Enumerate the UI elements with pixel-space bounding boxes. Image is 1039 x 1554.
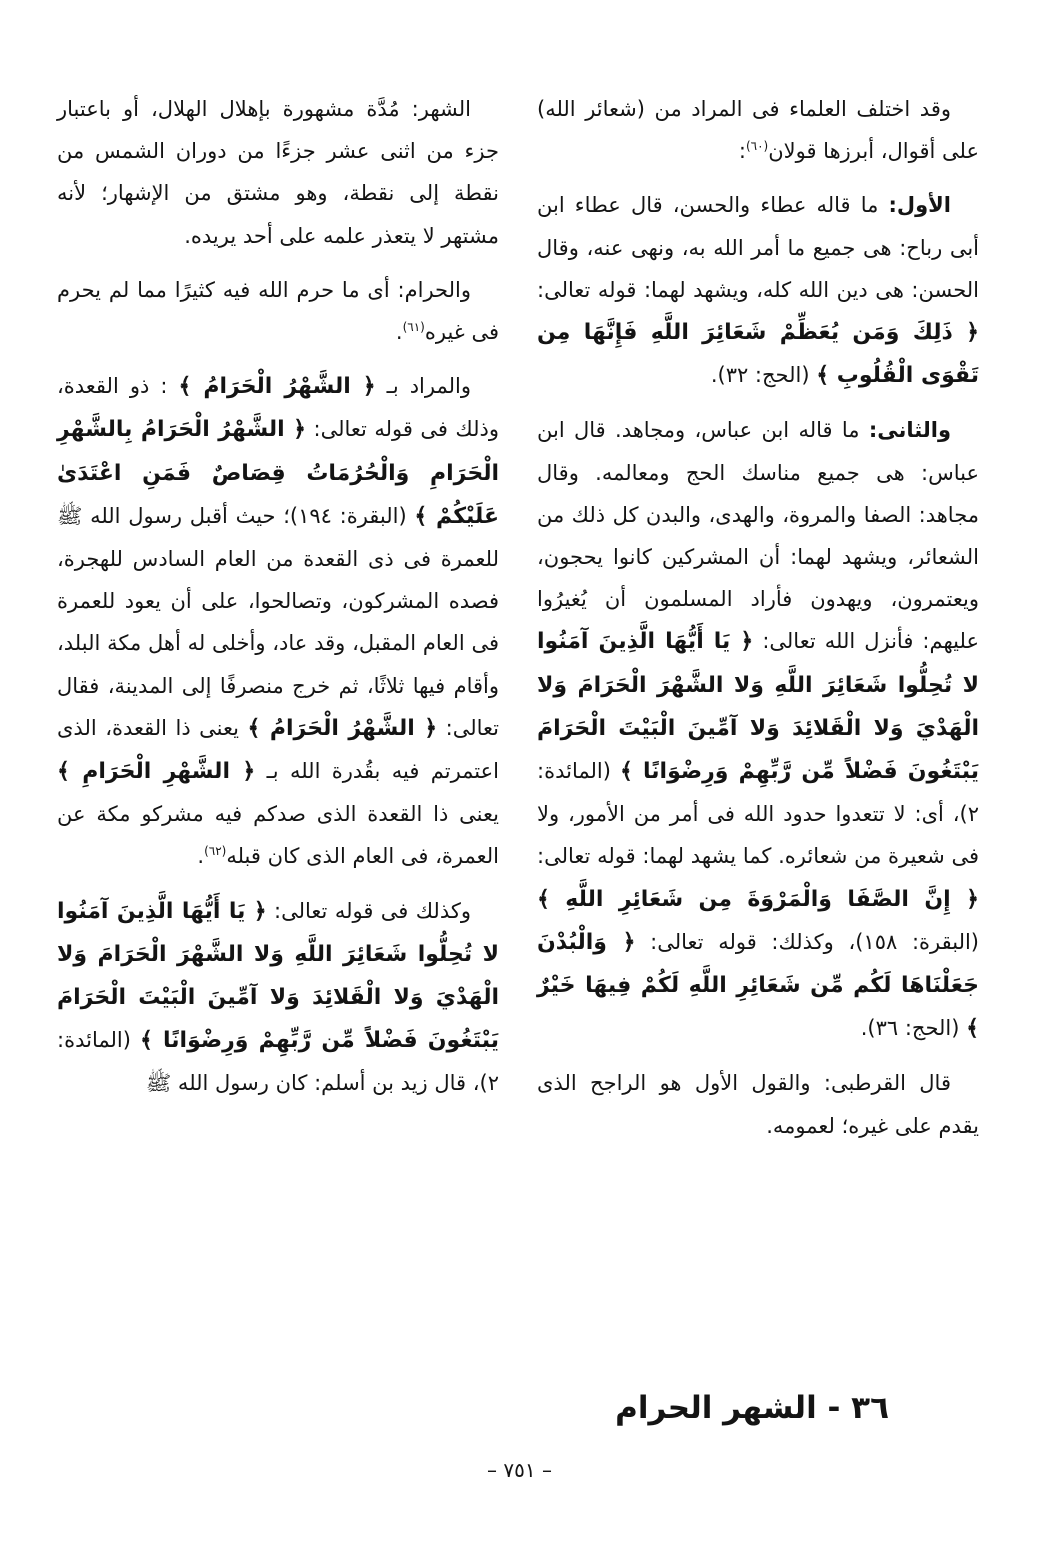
paragraph-text: (المائدة: ٢)، أى: لا تتعدوا حدود الله فى أمر من الأمور، ولا فى شعيرة من شعائره. كما يشهد لهما: قوله تعالى: [537,759,979,869]
paragraph-lead: والثانى: [868,418,951,443]
punctuation: : [738,139,746,164]
paragraph-lead: الأول: [888,193,951,218]
paragraph-text: (البقرة: ١٥٨)، وكذلك: قوله تعالى: [635,929,979,954]
punctuation: . [395,320,403,345]
paragraph-scholars-differ [537,88,979,172]
paragraph-likewise [57,890,499,1105]
paragraph-text: وكذلك فى قوله تعالى: [266,898,471,923]
left-text-column [57,88,499,1117]
quran-verse: ﴿ يَا أَيُّهَا الَّذِينَ آمَنُوا لا تُحِلُّوا شَعَائِرَ اللَّهِ وَلا الشَّهْرَ الْحَرَامَ وَلا الْهَدْيَ وَلا الْقَلائِدَ وَلا آمِّينَ الْبَيْتَ الْحَرَامَ يَبْتَغُونَ فَضْلاً مِّن رَّبِّهِمْ وَرِضْوَانًا ﴾ [537,629,979,785]
paragraph-text: يعنى ذا القعدة الذى صدكم فيه مشركو مكة عن العمرة، فى العام الذى كان قبله [57,802,499,869]
paragraph-text: ما قاله عطاء والحسن، قال عطاء ابن أبى رباح: هى جميع ما أمر الله به، ونهى عنه، وقال الحسن: هى دين الله كله، ويشهد لهما: قوله تعالى: [537,193,979,302]
paragraph-text: ما قاله ابن عباس، ومجاهد. قال ابن عباس: هى جميع مناسك الحج ومعالمه. وقال مجاهد: الصفا والمروة، والهدى، والبدن كل ذلك من الشعائر، ويشهد لهما: أن المشركين كانوا يحجون، ويعتمرون، ويهدون فأراد المسلمون أن يُغيرُوا عليهم: فأنزل الله تعالى: [537,418,979,654]
quran-verse: ﴿ الشَّهْرُ الْحَرَامُ ﴾ [178,374,376,400]
footnote-marker: (٦٠) [745,139,769,154]
paragraph-haram-definition [57,269,499,353]
page-number: – ٧٥١ – [487,1458,552,1482]
paragraph-text: الشهر: مُدَّة مشهورة بإهلال الهلال، أو باعتبار جزء من اثنى عشر جزءًا من دوران الشمس من نقطة إلى نقطة، وهو مشتق من الإشهار؛ لأنه مشتهر لا يتعذر علمه على أحد يريده. [57,97,499,248]
quran-verse: ﴿ الشَّهْرُ الْحَرَامُ ﴾ [247,715,438,741]
paragraph-month-definition [57,88,499,257]
quran-verse: ﴿ الشَّهْرِ الْحَرَامِ ﴾ [57,759,256,785]
paragraph-dhul-qadah [57,365,499,877]
paragraph-text: : ذو القعدة، وذلك فى قوله تعالى: [57,374,499,442]
punctuation: . [197,844,205,869]
paragraph-text: يعنى ذا القعدة، الذى اعتمرتم فيه بقُدرة الله بـ [57,715,499,784]
paragraph-first-opinion [537,184,979,397]
paragraph-text: والحرام: أى ما حرم الله فيه كثيرًا مما لم يحرم فى غيره [57,277,499,345]
quran-verse: ﴿ وَالْبُدْنَ جَعَلْنَاهَا لَكُم مِّن شَعَائِرِ اللَّهِ لَكُمْ فِيهَا خَيْرٌ ﴾ [537,929,979,1042]
paragraph-text: والمراد بـ [375,374,471,399]
section-heading: ٣٦ - الشهر الحرام [615,1390,889,1426]
paragraph-text: وقد اختلف العلماء فى المراد من (شعائر الله) على أقوال، أبرزها قولان [537,97,979,164]
verse-reference: (الحج: ٣٢). [710,363,817,388]
quran-verse: ﴿ ذَلِكَ وَمَن يُعَظِّمْ شَعَائِرَ اللَّهِ فَإِنَّهَا مِن تَقْوَى الْقُلُوبِ ﴾ [537,320,979,389]
paragraph-text: (المائدة: ٢)، قال زيد بن أسلم: كان رسول الله ﷺ [57,1028,499,1096]
quran-verse: ﴿ الشَّهْرُ الْحَرَامُ بِالشَّهْرِ الْحَرَامِ وَالْحُرُمَاتُ قِصَاصٌ فَمَنِ اعْتَدَىٰ عَلَيْكُمْ ﴾ [57,417,500,529]
paragraph-text: قال القرطبى: والقول الأول هو الراجح الذى يقدم على غيره؛ لعمومه. [537,1071,979,1138]
quran-verse: ﴿ إِنَّ الصَّفَا وَالْمَرْوَةَ مِن شَعَائِرِ اللَّهِ ﴾ [537,886,979,912]
right-text-column [537,88,979,1159]
quran-verse: ﴿ يَا أَيُّهَا الَّذِينَ آمَنُوا لا تُحِلُّوا شَعَائِرَ اللَّهِ وَلا الشَّهْرَ الْحَرَامَ وَلا الْهَدْيَ وَلا الْقَلائِدَ وَلا آمِّينَ الْبَيْتَ الْحَرَامَ يَبْتَغُونَ فَضْلاً مِّن رَّبِّهِمْ وَرِضْوَانًا ﴾ [57,898,499,1054]
paragraph-qurtubi [537,1062,979,1146]
footnote-marker: (٦٢) [204,844,227,859]
footnote-marker: (٦١) [402,320,425,335]
paragraph-second-opinion [537,409,979,1050]
paragraph-text: (البقرة: ١٩٤)؛ حيث أقبل رسول الله ﷺ للعمرة فى ذى القعدة من العام السادس للهجرة، فصده المشركون، وتصالحوا، على أن يعود للعمرة فى العام المقبل، وقد عاد، وأخلى له أهل مكة البلد، وأقام فيها ثلاثًا، ثم خرج منصرفًا إلى المدينة، فقال تعالى: [57,503,500,740]
verse-reference: (الحج: ٣٦). [860,1016,967,1041]
